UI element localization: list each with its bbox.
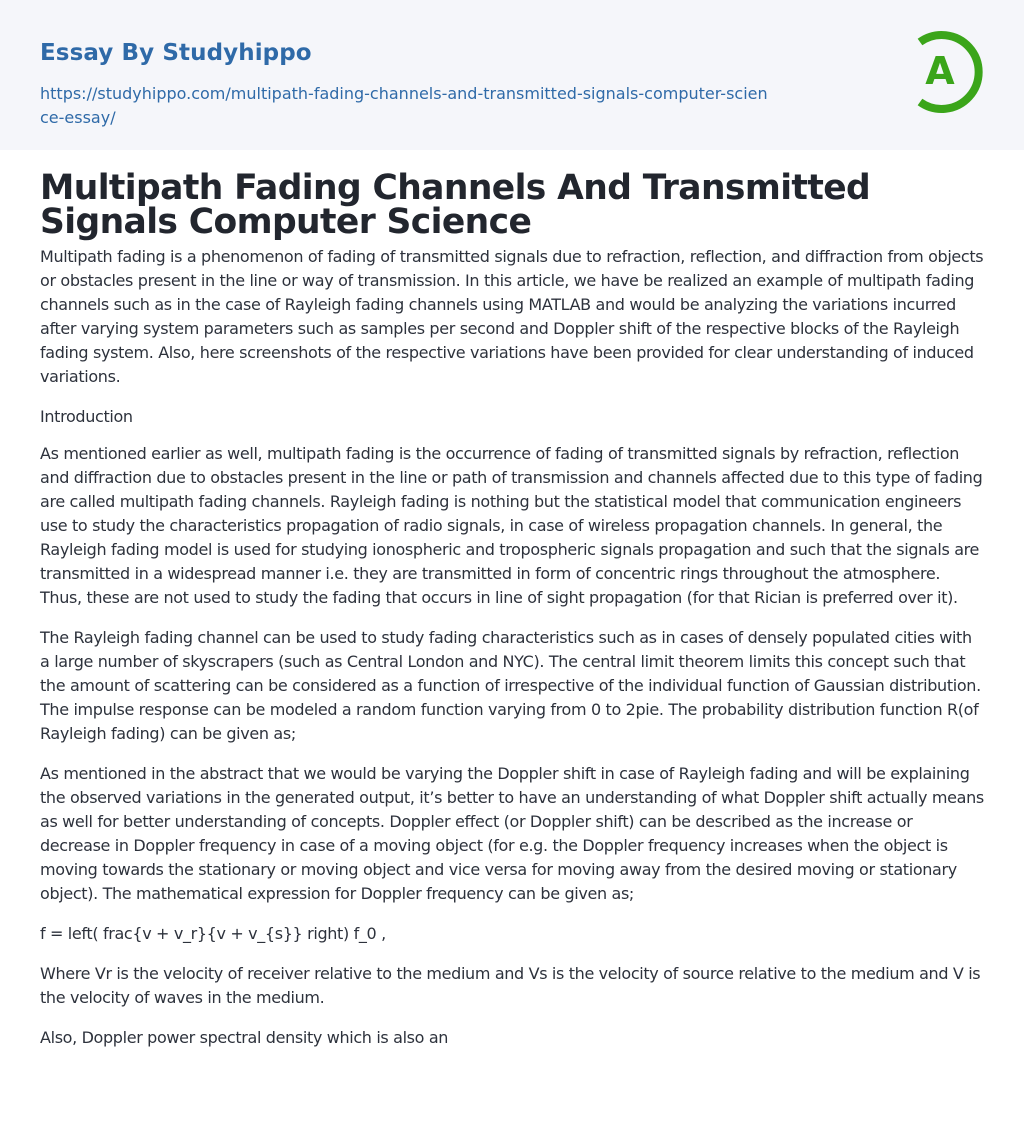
site-brand[interactable]: Essay By Studyhippo: [40, 40, 312, 66]
abstract-paragraph: Multipath fading is a phenomenon of fading of transmitted signals due to refraction, reflection, and diffraction from objects or obstacles present in the line or way of transmission. In this article, we have be realized an example of multipath fading channels such as in the case of Rayleigh fading channels using MATLAB and would be analyzing the variations incurred after varying system parameters such as samples per second and Doppler shift of the respective blocks of the Rayleigh fading system. Also, here screenshots of the respective variations have been provided for clear understanding of induced variations.: [40, 247, 984, 386]
doppler-formula: f = left( frac{v + v_r}{v + v_{s}} right) f_0 ,: [40, 924, 386, 943]
paragraph-doppler: As mentioned in the abstract that we would be varying the Doppler shift in case of Rayleigh fading and will be explaining the observed variations in the generated output, it’s better to have an understanding of what Doppler shift actually means as well for better understanding of concepts. Doppler effect (or Doppler shift) can be described as the increase or decrease in Doppler frequency in case of a moving object (for e.g. the Doppler frequency increases when the object is moving towards the stationary or moving object and vice versa for moving away from the desired moving or stationary object). The mathematical expression for Doppler frequency can be given as;: [40, 764, 984, 903]
paragraph-psd: Also, Doppler power spectral density which is also an: [40, 1028, 449, 1047]
paragraph-rayleigh: The Rayleigh fading channel can be used to study fading characteristics such as in cases of densely populated cities with a large number of skyscrapers (such as Central London and NYC). The central limit theorem limits this concept such that the amount of scattering can be considered as a function of irrespective of the individual function of Gaussian distribution. The impulse response can be modeled a random function varying from 0 to 2pie. The probability distribution function R(of Rayleigh fading) can be given as;: [40, 628, 981, 743]
article-body: [40, 168, 984, 1066]
studyhippo-logo-icon[interactable]: [906, 28, 988, 116]
logo-letter: A: [925, 49, 955, 93]
article-title: Multipath Fading Channels And Transmitted Signals Computer Science: [40, 168, 871, 242]
paragraph-multipath: As mentioned earlier as well, multipath fading is the occurrence of fading of transmitted signals by refraction, reflection and diffraction due to obstacles present in the line or path of transmission and channels affected due to this type of fading are called multipath fading channels. Rayleigh fading is nothing but the statistical model that communication engineers use to study the characteristics propagation of radio signals, in case of wireless propagation channels. In general, the Rayleigh fading model is used for studying ionospheric and tropospheric signals propagation and such that the signals are transmitted in a widespread manner i.e. they are transmitted in form of concentric rings throughout the atmosphere. Thus, these are not used to study the fading that occurs in line of sight propagation (for that Rician is preferred over it).: [40, 444, 983, 607]
source-url-link[interactable]: https://studyhippo.com/multipath-fading-channels-and-transmitted-signals-computer-science-essay/: [40, 84, 768, 127]
site-header: [0, 0, 1024, 150]
introduction-heading: Introduction: [40, 407, 133, 426]
paragraph-velocity: Where Vr is the velocity of receiver relative to the medium and Vs is the velocity of source relative to the medium and V is the velocity of waves in the medium.: [40, 964, 981, 1007]
